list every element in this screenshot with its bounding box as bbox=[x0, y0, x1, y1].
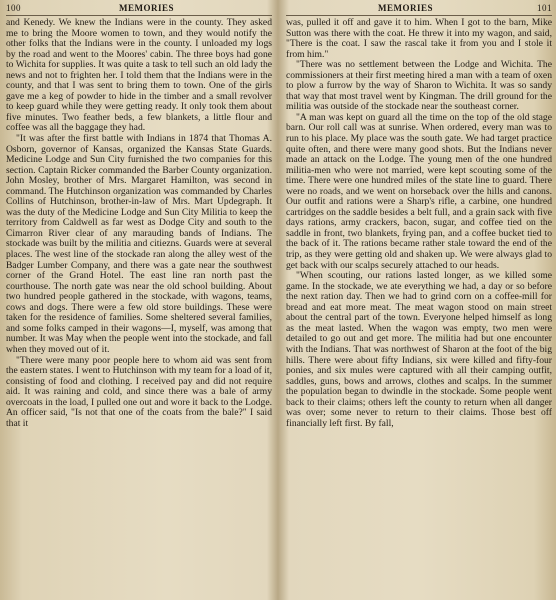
left-running-title: MEMORIES bbox=[118, 3, 174, 13]
left-paragraph-1: and Kenedy. We knew the Indians were in the county. They asked me to bring the Moore women to town, and they would notify the other folks that the Indians were in the county. I unloaded my logs by the road and went to the Moores' cabin. The three boys had gone to Wichita for supplies. It was quite a task to tell such an old lady the news and not to frighten her. I told them that the Indians were in the county, and that I was sent to bring them to town. One of the girls gave me a keg of powder to hide in the timber and a small revolver to keep guard while they were getting ready. It only took them about five minutes. Two feather beds, a few blankets, a little flour and coffee was all the baggage they had. bbox=[6, 17, 272, 134]
left-paragraph-3: "There were many poor people here to whom aid was sent from the eastern states. I went to Hutchinson with my team for a load of it, consisting of food and clothing. I received pay and did not require aid. It was raining and cold, and since there was a bale of army overcoats in the load, I pulled one out and wore it back to the Lodge. An officer said, "Is not that one of the coats from the bale?" I said that it bbox=[6, 354, 272, 429]
right-paragraph-1: was, pulled it off and gave it to him. When I got to the barn, Mike Sutton was there with the coat. He threw it into my wagon, and said, "There is the coat. I saw the rascal take it from you and I stole it from him." bbox=[286, 17, 552, 60]
right-paragraph-2: "There was no settlement between the Lodge and Wichita. The commissioners at their first meeting hired a man with a team of oxen to plow a furrow by the way of Sharon to Wichita. It was so sandy that way that most travel went by Kingman. The drill ground for the militia was outside of the stockade near the southeast corner. bbox=[286, 59, 552, 113]
right-page bbox=[278, 0, 556, 600]
left-paragraph-2: "It was after the first battle with Indians in 1874 that Thomas A. Osborn, governor of Kansas, organized the Kansas State Guards. Medicine Lodge and Sun City furnished the two companies for this section. Captain Ricker commanded the Barber County organization. John Mosley, brother of Mrs. Margaret Hamilton, was second in command. The Hutchinson organization was commanded by Charles Collins of Hutchinson, brother-in-law of Mrs. Mart Updegraph. It was the duty of the Medicine Lodge and Sun City Militia to keep the territory from Caldwell as far west as Dodge City and south to the Cimarron River clear of any marauding bands of Indians. The stockade was built by the militia and citiezns. Guards were at several places. The west line of the stockade ran along the alley west of the Badger Lumber Company, and there was a gate near the southwest corner of the Grand Hotel. The east line ran north past the courthouse. The north gate was near the old school building. About two hundred people gathered in the stockade, with wagons, teams, cows and dogs. There were a few old store buildings. These were taken for the residence of families. Some sheltered several families, and some folks camped in their wagons—I, myself, was among that number. It was May when the people went into the stockade, and fall when they moved out of it. bbox=[6, 133, 272, 355]
left-page-number: 100 bbox=[6, 3, 21, 13]
right-body-text bbox=[286, 18, 552, 429]
right-running-title: MEMORIES bbox=[378, 3, 434, 13]
right-paragraph-4: "When scouting, our rations lasted longer, as we killed some game. In the stockade, we ate everything we had, a day or so before the next ration day. Then we had to grind corn on a coffee-mill for bread and eat more meat. The meat wagon stood on main street about the central part of the town. Everyone helped himself as long as the meat lasted. When the wagon was empty, two men were detailed to go out and get more. The militia had but one encounter with the Indians. That was northwest of Sharon at the foot of the big hills. There were about fifty Indians, six were killed and fifty-four ponies, and six mules were captured with all their camping outfit, saddles, guns, bows and arrows, clothes and scalps. In the summer the population began to dwindle in the stockade. Some people went back to their claims; others left the county to return when all danger was over; some never to return to their claims. Those best off financially left first. By fall, bbox=[286, 270, 552, 429]
right-paragraph-3: "A man was kept on guard all the time on the top of the old stage barn. Our roll call was at sunrise. When ordered, every man was to run to his place. My place was the south gate. We had target practice quite often, and there were many good shots. But the Indians never made an attack on the Lodge. The young men of the one hundred militia-men who were not married, were kept scouting some of the time. There were one hundred miles of the state line to guard. There were no roads, and we went on horseback over the hills and canons. Our outfit and rations were a Sharp's rifle, a carbine, one hundred cartridges on the saddle besides a belt full, and a grain sack with five days rations, army crackers, bacon, sugar, and coffee tied on the saddle in front, two blankets, frying pan, and a coffee bucket tied to the back of it. The rations became rather stale toward the end of the trip, as they were getting old and shaken up. We were always glad to get back with our scalps securely attached to our heads. bbox=[286, 111, 552, 271]
right-page-number: 101 bbox=[537, 3, 552, 13]
right-running-head bbox=[286, 2, 552, 14]
left-head-rule bbox=[6, 15, 272, 16]
right-head-rule bbox=[286, 15, 552, 16]
left-running-head bbox=[6, 2, 272, 14]
left-body-text bbox=[6, 18, 272, 429]
